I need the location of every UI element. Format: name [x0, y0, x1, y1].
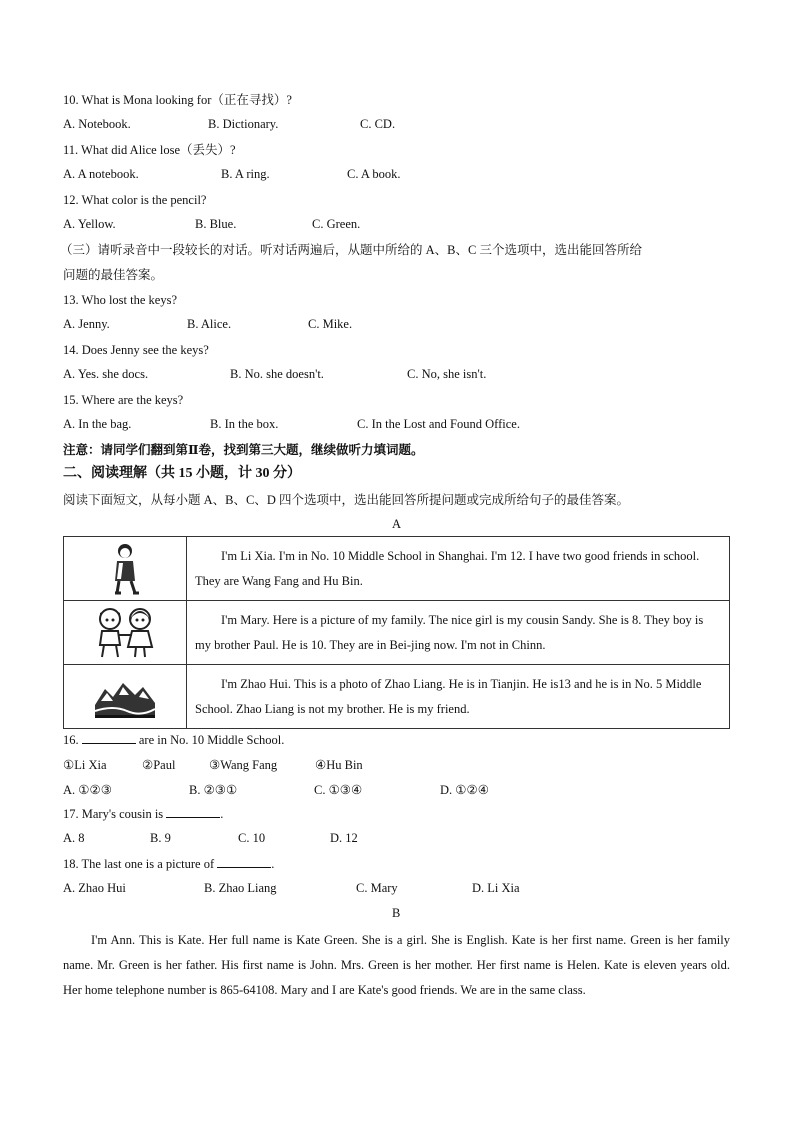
section3-instruction-line1: （三）请听录音中一段较长的对话。听对话两遍后，从题中所给的 A、B、C 三个选项中，选出能回答所给: [60, 243, 642, 257]
answer-blank: [217, 856, 271, 868]
q18-stem: 18. The last one is a picture of .: [63, 857, 275, 871]
q10-option-a: A. Notebook.: [63, 117, 131, 131]
part2-title: 二、阅读理解（共 15 小题，计 30 分）: [63, 466, 301, 481]
listening-note: 注意：请同学们翻到第Ⅱ卷，找到第三大题，继续做听力填词题。: [63, 443, 424, 457]
q18-option-b: B. Zhao Liang: [204, 881, 277, 895]
q17-stem: 17. Mary's cousin is .: [63, 807, 224, 821]
q17-option-c: C. 10: [238, 831, 266, 845]
q12-option-c: C. Green.: [312, 217, 361, 231]
table-row: [64, 665, 730, 729]
q14-stem: 14. Does Jenny see the keys?: [63, 343, 209, 357]
q16-stem: 16. are in No. 10 Middle School.: [63, 733, 285, 747]
q15-stem: 15. Where are the keys?: [63, 393, 184, 407]
passage-a-table: [63, 536, 730, 729]
q13-option-c: C. Mike.: [308, 317, 353, 331]
q18-option-c: C. Mary: [356, 881, 398, 895]
q16-choice-1: ①Li Xia: [63, 758, 107, 772]
q16-option-d: D. ①②④: [440, 783, 489, 797]
q12-option-a: A. Yellow.: [63, 217, 116, 231]
q15-option-a: A. In the bag.: [63, 417, 132, 431]
q16-option-b: B. ②③①: [189, 783, 238, 797]
q16-option-a: A. ①②③: [63, 783, 112, 797]
q18-option-a: A. Zhao Hui: [63, 881, 126, 895]
section3-instruction-line2: 问题的最佳答案。: [63, 268, 164, 282]
passage-a-label: A: [392, 517, 402, 531]
q10-stem: 10. What is Mona looking for（正在寻找）?: [63, 93, 292, 107]
q16-choice-2: ②Paul: [142, 758, 176, 772]
q17-option-a: A. 8: [63, 831, 85, 845]
q12-option-b: B. Blue.: [195, 217, 237, 231]
landscape-photo-icon: [93, 675, 157, 719]
part2-instruction: 阅读下面短文，从每小题 A、B、C、D 四个选项中，选出能回答所提问题或完成所给句子的最佳答案。: [63, 493, 629, 507]
q13-stem: 13. Who lost the keys?: [63, 293, 177, 307]
q14-option-b: B. No. she doesn't.: [230, 367, 324, 381]
q18-option-d: D. Li Xia: [472, 881, 520, 895]
q16-choice-3: ③Wang Fang: [209, 758, 278, 772]
q13-option-b: B. Alice.: [187, 317, 232, 331]
passage-b-text: I'm Ann. This is Kate. Her full name is Kate Green. She is a girl. She is English. Kate is her first name. Green is her family name. Mr. Green is her father. His first name is John. Mrs. Green is her mother. Her first name is Helen. Kate is eleven years old. Her home telephone number is 865-64108. Mary and I are Kate's good friends. We are in the same class.: [63, 933, 730, 997]
answer-blank: [166, 806, 220, 818]
q17-option-d: D. 12: [330, 831, 358, 845]
q16-option-c: C. ①③④: [314, 783, 363, 797]
table-row: [64, 601, 730, 665]
table-row: [64, 537, 730, 601]
q12-stem: 12. What color is the pencil?: [63, 193, 207, 207]
passage-a-text-1: I'm Li Xia. I'm in No. 10 Middle School in Shanghai. I'm 12. I have two good friends in school. They are Wang Fang and Hu Bin.: [187, 537, 730, 601]
q11-option-a: A. A notebook.: [63, 167, 139, 181]
q16-choice-4: ④Hu Bin: [315, 758, 363, 772]
q10-option-b: B. Dictionary.: [208, 117, 279, 131]
q15-option-b: B. In the box.: [210, 417, 279, 431]
two-children-icon: [90, 607, 160, 659]
passage-b-label: B: [392, 906, 401, 920]
q11-stem: 11. What did Alice lose（丢失）?: [63, 143, 236, 157]
passage-a-text-3: I'm Zhao Hui. This is a photo of Zhao Liang. He is in Tianjin. He is13 and he is in No. 5 Middle School. Zhao Liang is not my brother. He is my friend.: [187, 665, 730, 729]
q15-option-c: C. In the Lost and Found Office.: [357, 417, 520, 431]
q14-option-c: C. No, she isn't.: [407, 367, 487, 381]
q13-option-a: A. Jenny.: [63, 317, 110, 331]
q10-option-c: C. CD.: [360, 117, 396, 131]
q17-option-b: B. 9: [150, 831, 171, 845]
q11-option-c: C. A book.: [347, 167, 401, 181]
answer-blank: [82, 732, 136, 744]
q14-option-a: A. Yes. she docs.: [63, 367, 149, 381]
q11-option-b: B. A ring.: [221, 167, 270, 181]
child-figure-icon: [105, 541, 145, 597]
passage-a-text-2: I'm Mary. Here is a picture of my family. The nice girl is my cousin Sandy. She is 8. They boy is my brother Paul. He is 10. They are in Bei-jing now. I'm not in Chinn.: [187, 601, 730, 665]
